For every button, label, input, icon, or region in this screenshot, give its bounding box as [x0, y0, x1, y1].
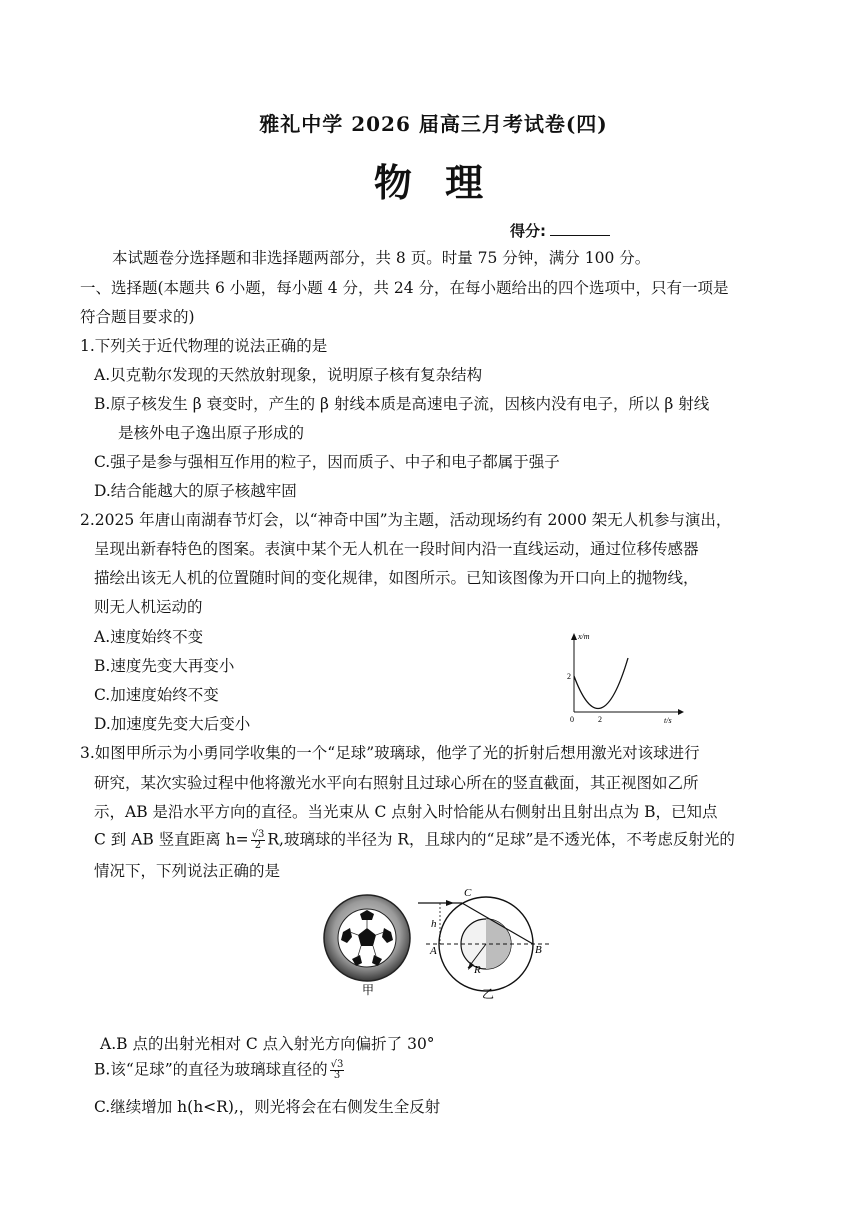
fig-yi-cross-section: [418, 884, 558, 1000]
label-b: B: [535, 944, 542, 956]
q1-stem: 1.下列关于近代物理的说法正确的是: [80, 337, 328, 355]
label-c: C: [464, 887, 472, 899]
intro-text: 本试题卷分选择题和非选择题两部分，共 8 页。时量 75 分钟，满分 100 分。: [112, 249, 651, 267]
sqrt3-over-2-fraction: $\frac{√3}{2}$: [251, 829, 265, 851]
q3-option-a: A.B 点的出射光相对 C 点入射光方向偏折了 30°: [100, 1035, 435, 1053]
q2-stem-2: 呈现出新春特色的图案。表演中某个无人机在一段时间内沿一直线运动，通过位移传感器: [94, 540, 699, 558]
section1-heading-cont: 符合题目要求的): [80, 308, 195, 326]
q2-position-time-graph: [560, 630, 690, 725]
q2-stem-1: 2.2025 年唐山南湖春节灯会，以“神奇中国”为主题，活动现场约有 2000 架无人机参与演出，: [80, 511, 732, 529]
subject-title: 物 理: [373, 160, 494, 205]
exam-title: 雅礼中学 2026 届高三月考试卷(四): [259, 112, 608, 136]
q1-option-b-cont: 是核外电子逸出原子形成的: [118, 424, 305, 442]
x-tick-label: 2: [598, 715, 602, 724]
y-axis-arrow: [571, 633, 577, 640]
q3-stem-4-a: C 到 AB 竖直距离 h=: [94, 830, 249, 849]
sqrt3-over-3-fraction: $\frac{√3}{3}$: [330, 1059, 344, 1081]
q1-option-a: A.贝克勒尔发现的天然放射现象，说明原子核有复杂结构: [94, 366, 483, 384]
q2-stem-4: 则无人机运动的: [94, 598, 203, 616]
score-label: 得分:: [510, 222, 546, 240]
q3-option-b: [94, 1060, 346, 1081]
fig-jia-caption: 甲: [362, 983, 375, 997]
q1-option-b: B.原子核发生 β 衰变时，产生的 β 射线本质是高速电子流，因核内没有电子，所以 β 射线: [94, 395, 710, 413]
q3-stem-4: [94, 830, 735, 851]
score-field: [510, 220, 610, 241]
label-a: A: [430, 945, 437, 957]
y-axis-label: x/m: [578, 632, 590, 641]
q2-option-a: A.速度始终不变: [94, 628, 204, 646]
label-h: h: [431, 918, 437, 930]
q3-stem-1: 3.如图甲所示为小勇同学收集的一个“足球”玻璃球，他学了光的折射后想用激光对该球进行: [80, 744, 700, 762]
q3-stem-3: 示，AB 是沿水平方向的直径。当光束从 C 点射入时恰能从右侧射出且射出点为 B，已知点: [94, 803, 718, 821]
q2-option-d: D.加速度先变大后变小: [94, 715, 251, 733]
q2-option-b: B.速度先变大再变小: [94, 657, 235, 675]
q3-stem-2: 研究，某次实验过程中他将激光水平向右照射且过球心所在的竖直截面，其正视图如乙所: [94, 774, 699, 792]
q3-option-b-text: B.该“足球”的直径为玻璃球直径的: [94, 1060, 328, 1079]
q3-option-c: C.继续增加 h(h<R),，则光将会在右侧发生全反射: [94, 1098, 441, 1116]
q1-option-c: C.强子是参与强相互作用的粒子，因而质子、中子和电子都属于强子: [94, 453, 560, 471]
score-blank[interactable]: [550, 221, 610, 236]
q3-stem-4-b: R,玻璃球的半径为 R，且球内的“足球”是不透光体，不考虑反射光的: [267, 830, 735, 849]
section1-heading: 一、选择题(本题共 6 小题，每小题 4 分，共 24 分，在每小题给出的四个选项中，只有一项是: [80, 279, 729, 297]
q1-option-d: D.结合能越大的原子核越牢固: [94, 482, 297, 500]
incident-arrow: [446, 900, 454, 906]
y-tick-label: 2: [567, 672, 571, 681]
q2-option-c: C.加速度始终不变: [94, 686, 219, 704]
x-axis-label: t/s: [664, 716, 672, 725]
label-r: R: [474, 964, 481, 976]
q2-stem-3: 描绘出该无人机的位置随时间的变化规律，如图所示。已知该图像为开口向上的抛物线，: [94, 569, 699, 587]
fig-jia-soccer-glass-ball: [322, 893, 412, 997]
parabola-curve: [574, 658, 628, 708]
fig-yi-caption: 乙: [482, 987, 495, 1000]
origin-label: 0: [570, 715, 574, 724]
x-axis-arrow: [678, 709, 684, 715]
q3-stem-5: 情况下，下列说法正确的是: [94, 862, 281, 880]
